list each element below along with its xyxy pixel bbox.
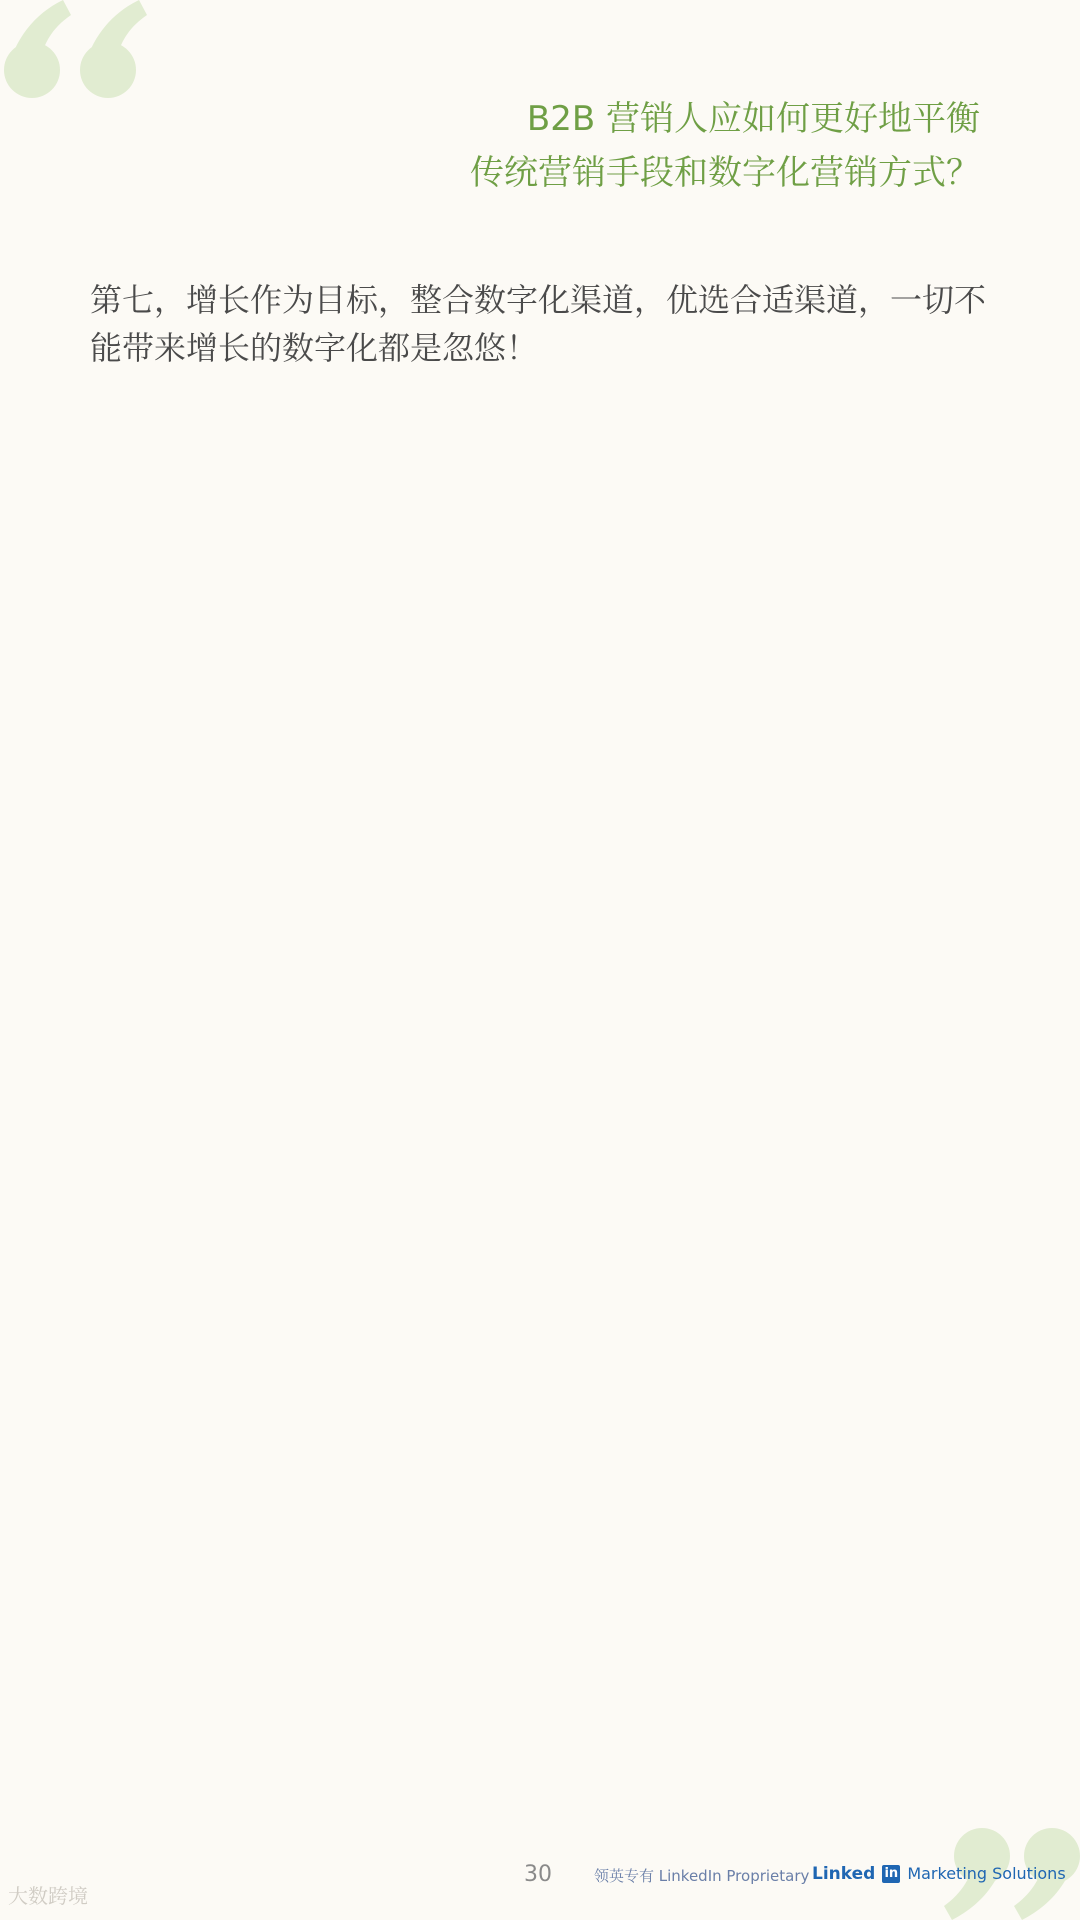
- page-footer: [0, 1860, 1080, 1900]
- source-watermark: 大数跨境: [8, 1884, 88, 1908]
- proprietary-label: 领英专有 LinkedIn Proprietary: [594, 1867, 810, 1885]
- page-title-line-1: B2B 营销人应如何更好地平衡: [526, 99, 980, 139]
- linkedin-wordmark: Linked: [812, 1864, 876, 1884]
- paragraph-seventh: 第七，增长作为目标，整合数字化渠道，优选合适渠道，一切不能带来增长的数字化都是忽悠！: [90, 281, 987, 367]
- page-number: 30: [524, 1862, 552, 1887]
- open-quote-icon: [0, 0, 150, 110]
- article-body: [90, 240, 990, 408]
- page-title-line-2: 传统营销手段和数字化营销方式？: [470, 153, 980, 193]
- marketing-solutions-label: Marketing Solutions: [907, 1864, 1066, 1883]
- page-title: [220, 92, 980, 200]
- linkedin-in-badge: in: [882, 1865, 900, 1883]
- linkedin-logo-icon: [812, 1862, 1066, 1886]
